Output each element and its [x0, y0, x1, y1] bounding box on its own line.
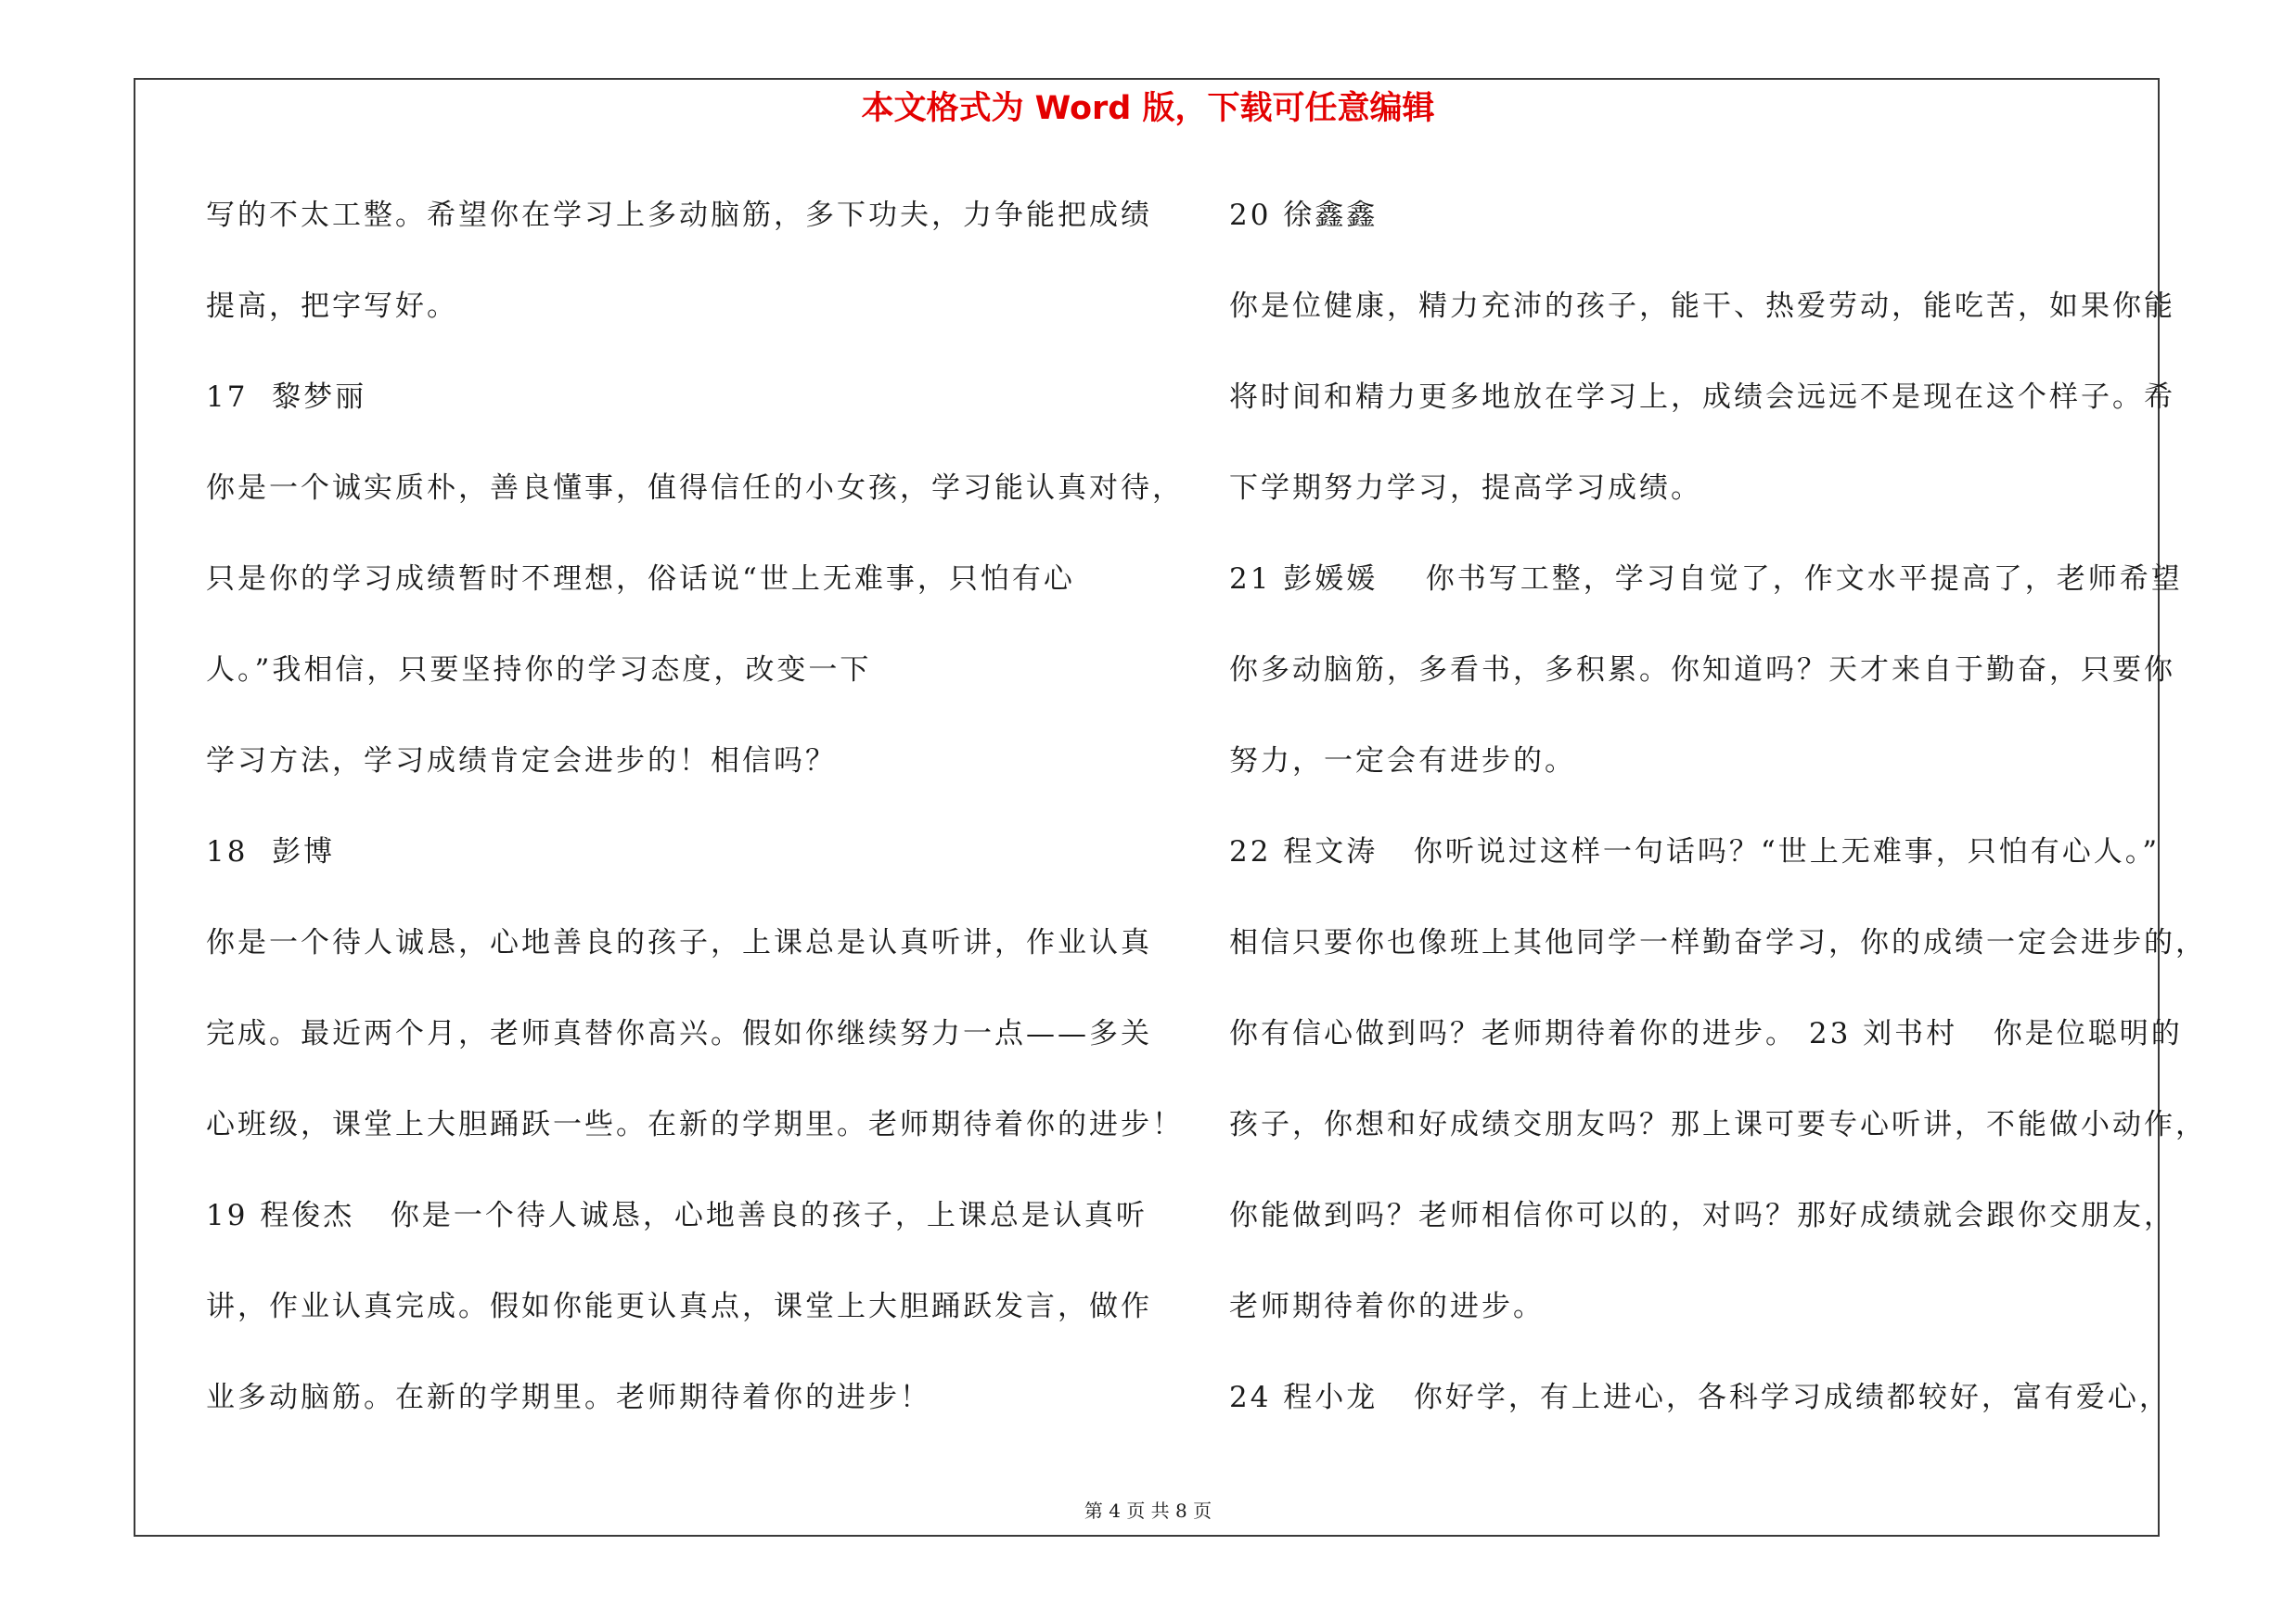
- text-line: 学习方法，学习成绩肯定会进步的！相信吗？: [206, 744, 837, 778]
- text-line: 完成。最近两个月，老师真替你高兴。假如你继续努力一点——多关: [206, 1017, 1152, 1050]
- student-heading: 18 彭博: [206, 835, 336, 869]
- text-line: 你能做到吗？老师相信你可以的，对吗？那好成绩就会跟你交朋友，: [1229, 1199, 2175, 1232]
- text-line: 讲，作业认真完成。假如你能更认真点，课堂上大胆踊跃发言，做作: [206, 1290, 1152, 1323]
- text-line: 24 程小龙 你好学，有上进心，各科学习成绩都较好，富有爱心，: [1229, 1381, 2171, 1414]
- text-line: 你是一个诚实质朴，善良懂事，值得信任的小女孩，学习能认真对待，: [206, 471, 1184, 505]
- text-line: 下学期努力学习，提高学习成绩。: [1229, 471, 1702, 505]
- header-banner: 本文格式为 Word 版，下载可任意编辑: [861, 90, 1435, 127]
- text-line: 写的不太工整。希望你在学习上多动脑筋，多下功夫，力争能把成绩: [206, 199, 1152, 232]
- text-line: 努力，一定会有进步的。: [1229, 744, 1576, 778]
- text-line: 19 程俊杰 你是一个待人诚恳，心地善良的孩子，上课总是认真听: [206, 1199, 1148, 1232]
- text-line: 你有信心做到吗？老师期待着你的进步。 23 刘书村 你是位聪明的: [1229, 1017, 2183, 1050]
- text-line: 你多动脑筋，多看书，多积累。你知道吗？天才来自于勤奋，只要你: [1229, 653, 2175, 687]
- text-line: 将时间和精力更多地放在学习上，成绩会远远不是现在这个样子。希: [1229, 380, 2175, 414]
- text-line: 老师期待着你的进步。: [1229, 1290, 1545, 1323]
- text-line: 22 程文涛 你听说过这样一句话吗？“世上无难事，只怕有心人。”: [1229, 835, 2161, 869]
- text-line: 人。”我相信，只要坚持你的学习态度，改变一下: [206, 653, 872, 687]
- text-line: 提高，把字写好。: [206, 290, 458, 323]
- student-heading: 20 徐鑫鑫: [1229, 199, 1379, 232]
- text-line: 只是你的学习成绩暂时不理想，俗话说“世上无难事，只怕有心: [206, 562, 1075, 596]
- text-line: 心班级，课堂上大胆踊跃一些。在新的学期里。老师期待着你的进步！: [206, 1108, 1184, 1141]
- text-line: 你是一个待人诚恳，心地善良的孩子，上课总是认真听讲，作业认真: [206, 926, 1152, 960]
- text-line: 21 彭媛媛 你书写工整，学习自觉了，作文水平提高了，老师希望: [1229, 562, 2183, 596]
- text-line: 业多动脑筋。在新的学期里。老师期待着你的进步！: [206, 1381, 931, 1414]
- text-line: 相信只要你也像班上其他同学一样勤奋学习，你的成绩一定会进步的，: [1229, 926, 2207, 960]
- student-heading: 17 黎梦丽: [206, 380, 367, 414]
- page-number-footer: 第 4 页 共 8 页: [1084, 1500, 1212, 1522]
- text-line: 你是位健康，精力充沛的孩子，能干、热爱劳动，能吃苦，如果你能: [1229, 290, 2175, 323]
- text-line: 孩子，你想和好成绩交朋友吗？那上课可要专心听讲，不能做小动作，: [1229, 1108, 2207, 1141]
